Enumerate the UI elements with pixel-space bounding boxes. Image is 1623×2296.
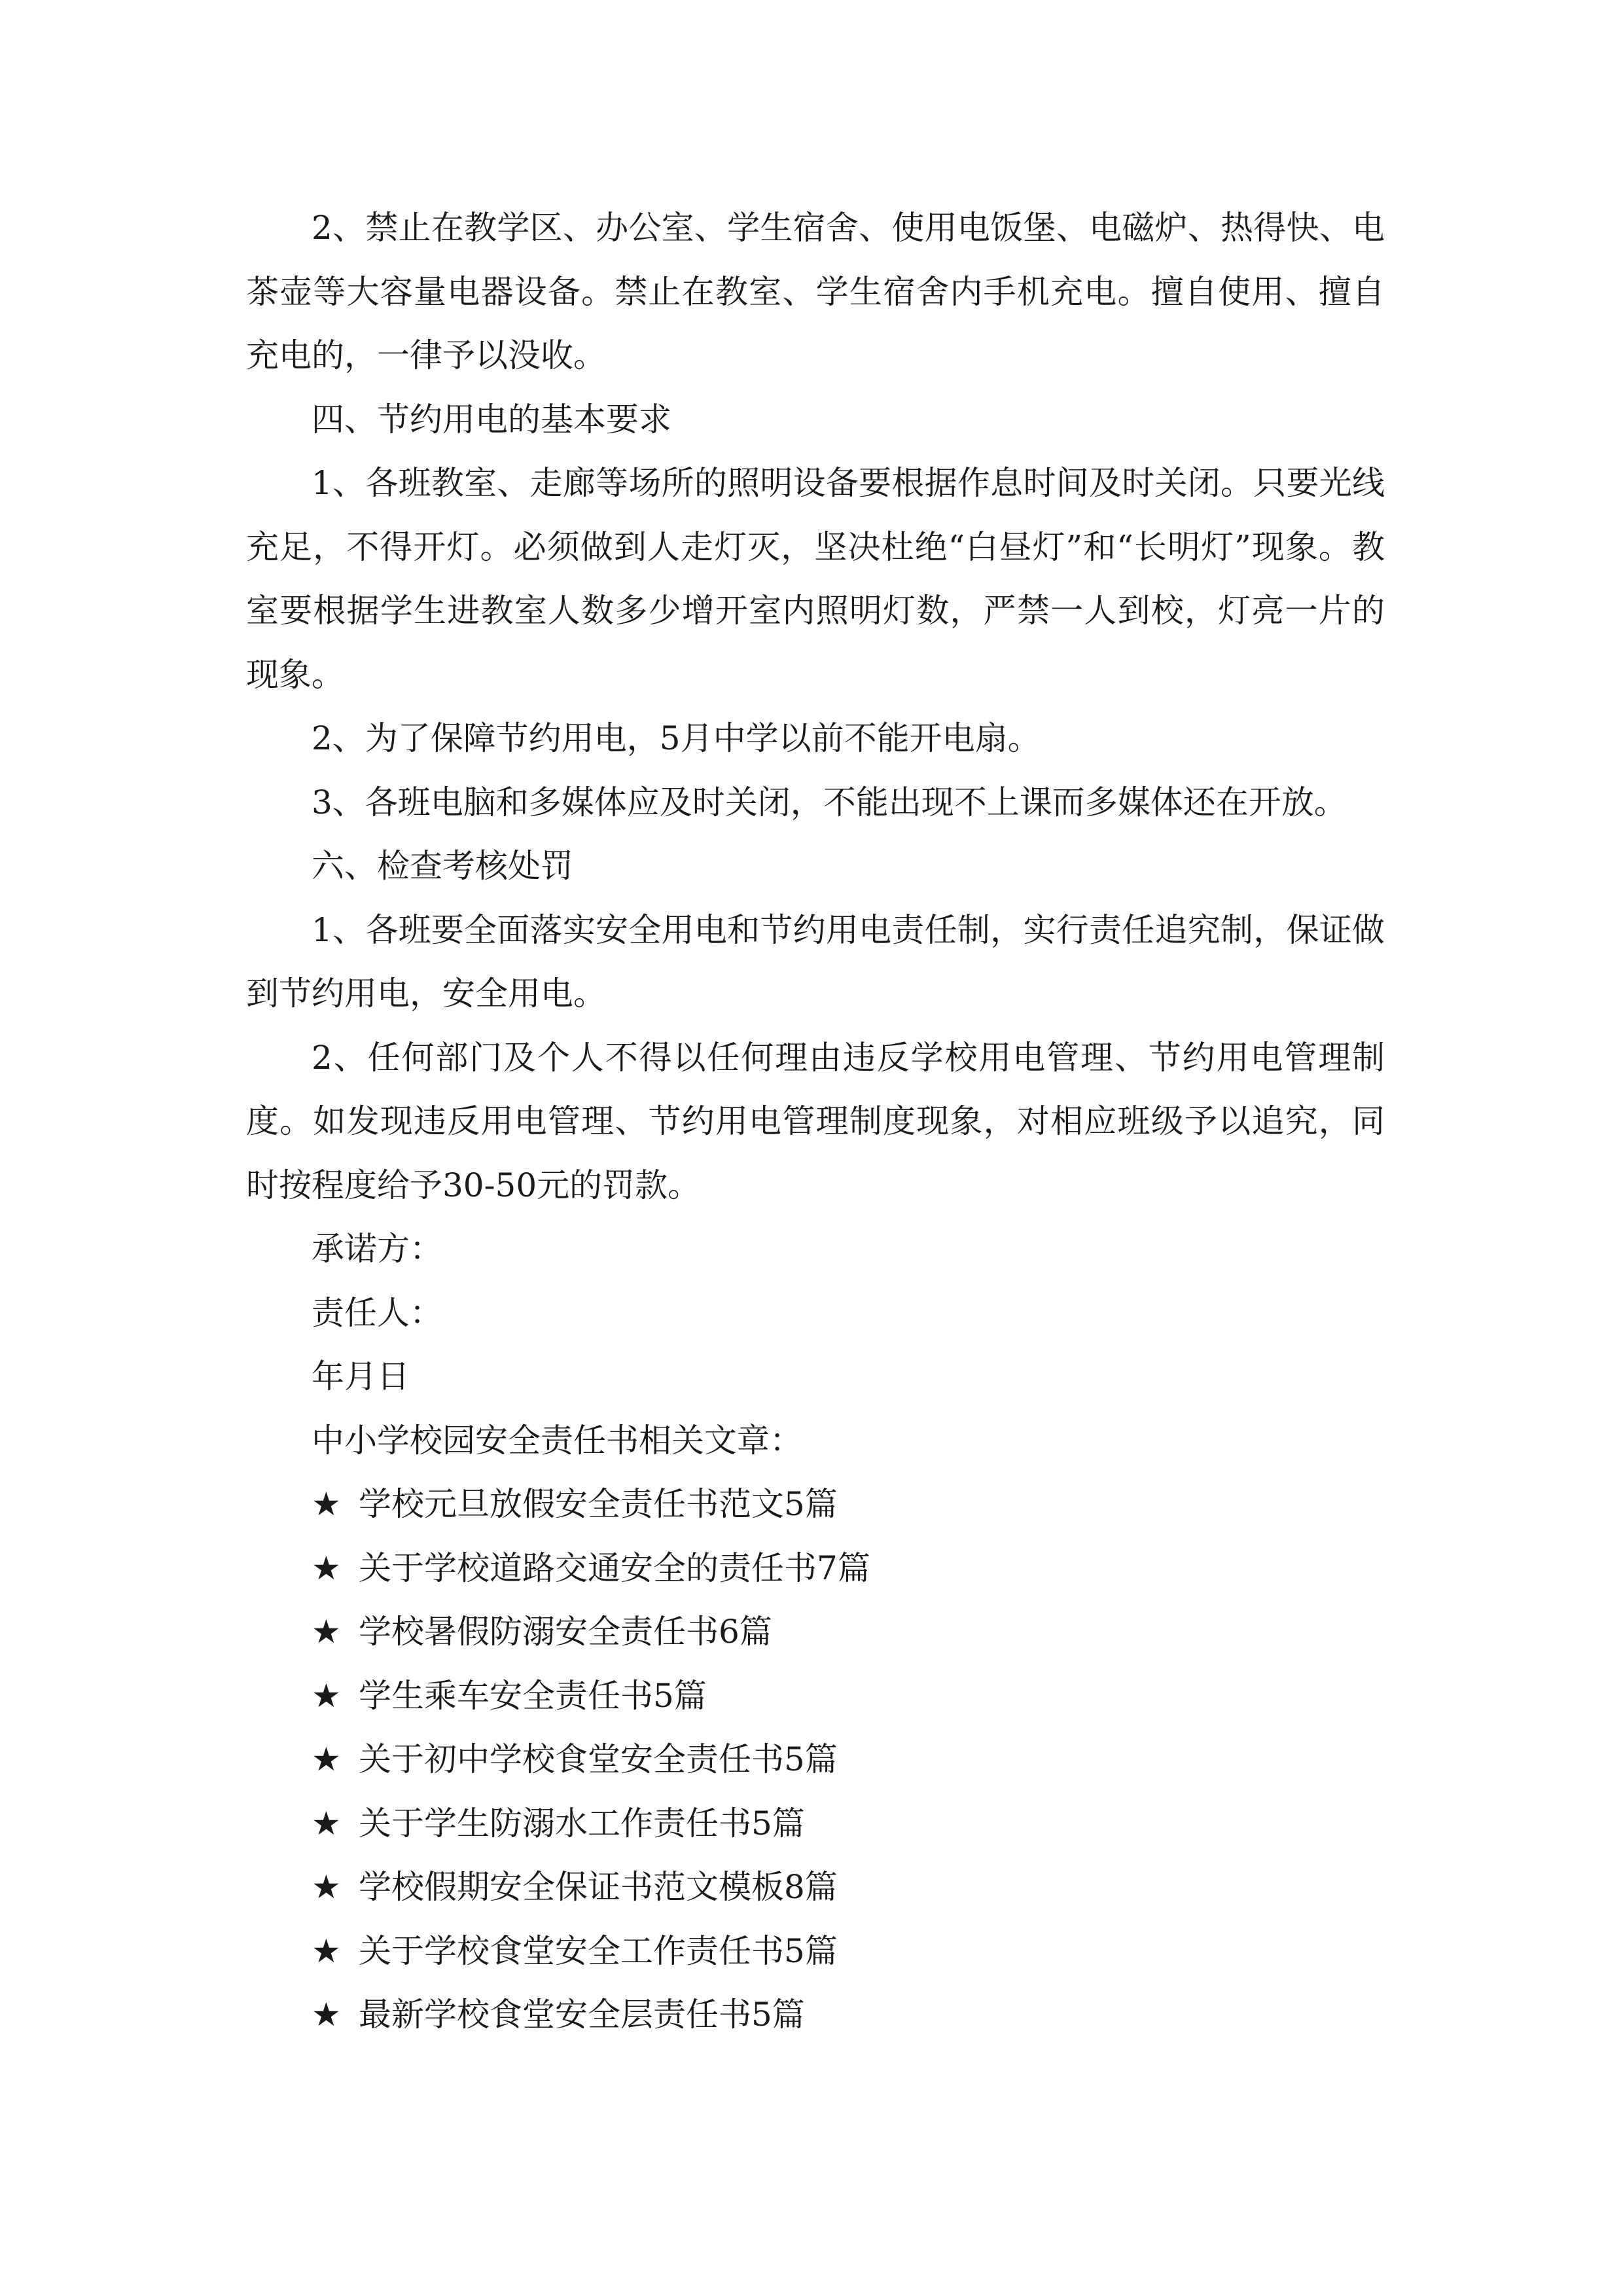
signature-date: 年月日 xyxy=(312,1357,410,1395)
related-article-link[interactable] xyxy=(246,1792,1385,1856)
star-icon: ★ xyxy=(312,1868,341,1906)
section-heading-saving-requirements: 四、节约用电的基本要求 xyxy=(312,400,671,439)
related-article-title: 关于学生防溺水工作责任书5篇 xyxy=(359,1804,805,1842)
related-article-link[interactable] xyxy=(246,1664,1385,1729)
related-articles-heading: 中小学校园安全责任书相关文章： xyxy=(312,1421,802,1460)
signature-party: 承诺方： xyxy=(312,1230,442,1268)
star-icon: ★ xyxy=(312,1485,341,1523)
paragraph-penalty: 2、任何部门及个人不得以任何理由违反学校用电管理、节约用电管理制度。如发现违反用电管理、节约用电管理制度现象，对相应班级予以追究，同时按程度给予30-50元的罚款。 xyxy=(246,1038,1385,1204)
section-heading-inspection: 六、检查考核处罚 xyxy=(312,847,573,885)
related-article-link[interactable] xyxy=(246,1728,1385,1792)
related-article-title: 最新学校食堂安全层责任书5篇 xyxy=(359,1996,805,2034)
star-icon: ★ xyxy=(312,1676,341,1715)
star-icon: ★ xyxy=(312,1996,341,2034)
related-article-title: 关于初中学校食堂安全责任书5篇 xyxy=(359,1740,838,1778)
paragraph-responsibility-system: 1、各班要全面落实安全用电和节约用电责任制，实行责任追究制，保证做到节约用电，安全用电。 xyxy=(246,910,1385,1013)
paragraph-lighting: 1、各班教室、走廊等场所的照明设备要根据作息时间及时关闭。只要光线充足，不得开灯。必须做到人走灯灭，坚决杜绝“白昼灯”和“长明灯”现象。教室要根据学生进教室人数多少增开室内照明灯数，严禁一人到校，灯亮一片的现象。 xyxy=(246,464,1385,694)
related-article-link[interactable] xyxy=(246,1920,1385,1984)
star-icon: ★ xyxy=(312,1931,341,1970)
star-icon: ★ xyxy=(312,1549,341,1587)
related-article-title: 关于学校食堂安全工作责任书5篇 xyxy=(359,1931,838,1970)
signature-responsible: 责任人： xyxy=(312,1293,442,1332)
paragraph-multimedia: 3、各班电脑和多媒体应及时关闭，不能出现不上课而多媒体还在开放。 xyxy=(312,783,1347,821)
related-article-title: 学校暑假防溺安全责任书6篇 xyxy=(359,1613,772,1651)
document-body xyxy=(246,196,1385,2047)
related-article-title: 关于学校道路交通安全的责任书7篇 xyxy=(359,1549,870,1587)
star-icon: ★ xyxy=(312,1613,341,1651)
star-icon: ★ xyxy=(312,1804,341,1842)
related-article-link[interactable] xyxy=(246,1600,1385,1664)
related-article-title: 学校假期安全保证书范文模板8篇 xyxy=(359,1868,838,1906)
related-article-title: 学生乘车安全责任书5篇 xyxy=(359,1676,707,1715)
paragraph-prohibit-appliances: 2、禁止在教学区、办公室、学生宿舍、使用电饭堡、电磁炉、热得快、电茶壶等大容量电器设备。禁止在教室、学生宿舍内手机充电。擅自使用、擅自充电的，一律予以没收。 xyxy=(246,209,1385,374)
paragraph-fans: 2、为了保障节约用电，5月中学以前不能开电扇。 xyxy=(312,719,1041,757)
related-article-link[interactable] xyxy=(246,1473,1385,1537)
related-article-title: 学校元旦放假安全责任书范文5篇 xyxy=(359,1485,838,1523)
star-icon: ★ xyxy=(312,1740,341,1778)
related-article-link[interactable] xyxy=(246,1983,1385,2047)
related-article-link[interactable] xyxy=(246,1537,1385,1601)
related-article-link[interactable] xyxy=(246,1856,1385,1920)
